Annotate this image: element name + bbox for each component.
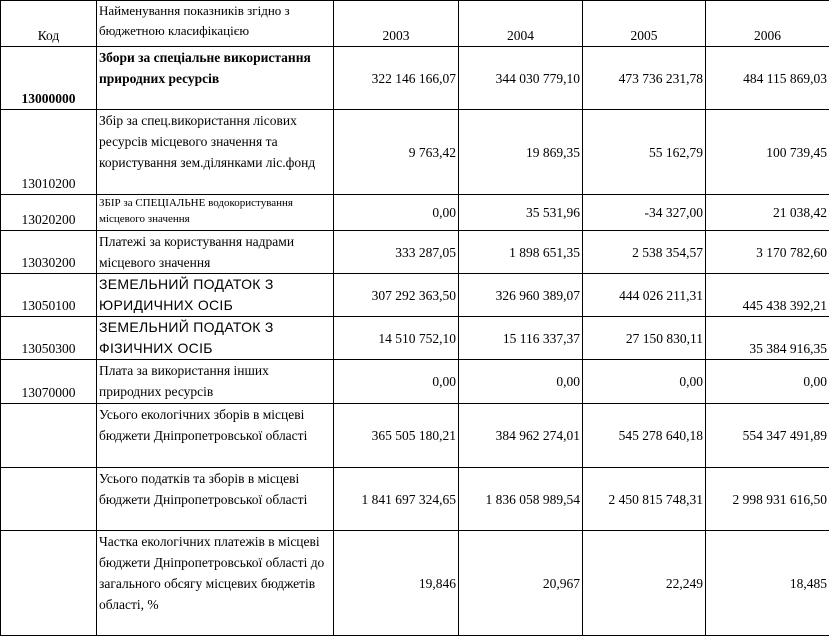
row-name: Усього податків та зборів в місцеві бюджети Дніпропетровської області bbox=[97, 468, 334, 531]
row-value-2004: 384 962 274,01 bbox=[459, 404, 583, 468]
row-code: 13050100 bbox=[1, 274, 97, 317]
row-value-2006: 35 384 916,35 bbox=[706, 317, 829, 360]
row-value-2005: 22,249 bbox=[583, 531, 706, 636]
row-name: ЗЕМЕЛЬНИЙ ПОДАТОК З ФІЗИЧНИХ ОСІБ bbox=[97, 317, 334, 360]
row-value-2006: 484 115 869,03 bbox=[706, 47, 829, 110]
row-value-2003: 19,846 bbox=[334, 531, 459, 636]
row-value-2006: 3 170 782,60 bbox=[706, 231, 829, 274]
row-value-2006: 21 038,42 bbox=[706, 195, 829, 231]
header-row bbox=[1, 1, 829, 47]
row-value-2004: 1 836 058 989,54 bbox=[459, 468, 583, 531]
row-code: 13050300 bbox=[1, 317, 97, 360]
header-name: Найменування показників згідно з бюджетною класифікацією bbox=[97, 1, 334, 47]
header-code: Код bbox=[1, 1, 97, 47]
row-value-2005: 473 736 231,78 bbox=[583, 47, 706, 110]
row-name: Збори за спеціальне використання природних ресурсів bbox=[97, 47, 334, 110]
table-row bbox=[1, 360, 829, 404]
row-code bbox=[1, 404, 97, 468]
row-value-2003: 333 287,05 bbox=[334, 231, 459, 274]
row-value-2006: 554 347 491,89 bbox=[706, 404, 829, 468]
row-value-2003: 0,00 bbox=[334, 195, 459, 231]
row-value-2006: 18,485 bbox=[706, 531, 829, 636]
row-name: ЗЕМЕЛЬНИЙ ПОДАТОК З ЮРИДИЧНИХ ОСІБ bbox=[97, 274, 334, 317]
row-value-2003: 1 841 697 324,65 bbox=[334, 468, 459, 531]
row-value-2005: 2 450 815 748,31 bbox=[583, 468, 706, 531]
header-year-2006: 2006 bbox=[706, 1, 829, 47]
row-value-2006: 445 438 392,21 bbox=[706, 274, 829, 317]
row-code bbox=[1, 531, 97, 636]
row-value-2004: 1 898 651,35 bbox=[459, 231, 583, 274]
header-year-2003: 2003 bbox=[334, 1, 459, 47]
table-row bbox=[1, 468, 829, 531]
row-name: Платежі за користування надрами місцевого значення bbox=[97, 231, 334, 274]
row-value-2003: 14 510 752,10 bbox=[334, 317, 459, 360]
row-name: Усього екологічних зборів в місцеві бюджети Дніпропетровської області bbox=[97, 404, 334, 468]
row-name: Збір за спец.використання лісових ресурсів місцевого значення та користування зем.ділянками ліс.фонд bbox=[97, 110, 334, 195]
row-code: 13000000 bbox=[1, 47, 97, 110]
row-value-2005: 0,00 bbox=[583, 360, 706, 404]
row-value-2003: 322 146 166,07 bbox=[334, 47, 459, 110]
row-code: 13030200 bbox=[1, 231, 97, 274]
row-value-2004: 326 960 389,07 bbox=[459, 274, 583, 317]
table-row bbox=[1, 404, 829, 468]
row-value-2005: 27 150 830,11 bbox=[583, 317, 706, 360]
row-value-2006: 0,00 bbox=[706, 360, 829, 404]
row-code: 13010200 bbox=[1, 110, 97, 195]
row-value-2005: -34 327,00 bbox=[583, 195, 706, 231]
table-row bbox=[1, 47, 829, 110]
row-value-2006: 100 739,45 bbox=[706, 110, 829, 195]
row-code: 13020200 bbox=[1, 195, 97, 231]
table-row bbox=[1, 195, 829, 231]
table-row bbox=[1, 110, 829, 195]
row-value-2003: 307 292 363,50 bbox=[334, 274, 459, 317]
row-value-2003: 365 505 180,21 bbox=[334, 404, 459, 468]
row-value-2003: 0,00 bbox=[334, 360, 459, 404]
row-value-2004: 344 030 779,10 bbox=[459, 47, 583, 110]
row-value-2005: 545 278 640,18 bbox=[583, 404, 706, 468]
row-value-2005: 2 538 354,57 bbox=[583, 231, 706, 274]
table-row bbox=[1, 231, 829, 274]
table-row bbox=[1, 531, 829, 636]
row-value-2003: 9 763,42 bbox=[334, 110, 459, 195]
row-value-2005: 55 162,79 bbox=[583, 110, 706, 195]
row-name: Частка екологічних платежів в місцеві бюджети Дніпропетровської області до загального обсягу місцевих бюджетів області, % bbox=[97, 531, 334, 636]
table-row bbox=[1, 274, 829, 317]
row-value-2004: 20,967 bbox=[459, 531, 583, 636]
header-year-2004: 2004 bbox=[459, 1, 583, 47]
row-value-2005: 444 026 211,31 bbox=[583, 274, 706, 317]
row-value-2004: 0,00 bbox=[459, 360, 583, 404]
row-value-2004: 35 531,96 bbox=[459, 195, 583, 231]
table-row bbox=[1, 317, 829, 360]
row-value-2004: 19 869,35 bbox=[459, 110, 583, 195]
row-code bbox=[1, 468, 97, 531]
row-value-2004: 15 116 337,37 bbox=[459, 317, 583, 360]
row-code: 13070000 bbox=[1, 360, 97, 404]
row-name: ЗБІР за СПЕЦІАЛЬНЕ водокористування місцевого значення bbox=[97, 195, 334, 231]
header-year-2005: 2005 bbox=[583, 1, 706, 47]
row-value-2006: 2 998 931 616,50 bbox=[706, 468, 829, 531]
row-name: Плата за використання інших природних ресурсів bbox=[97, 360, 334, 404]
